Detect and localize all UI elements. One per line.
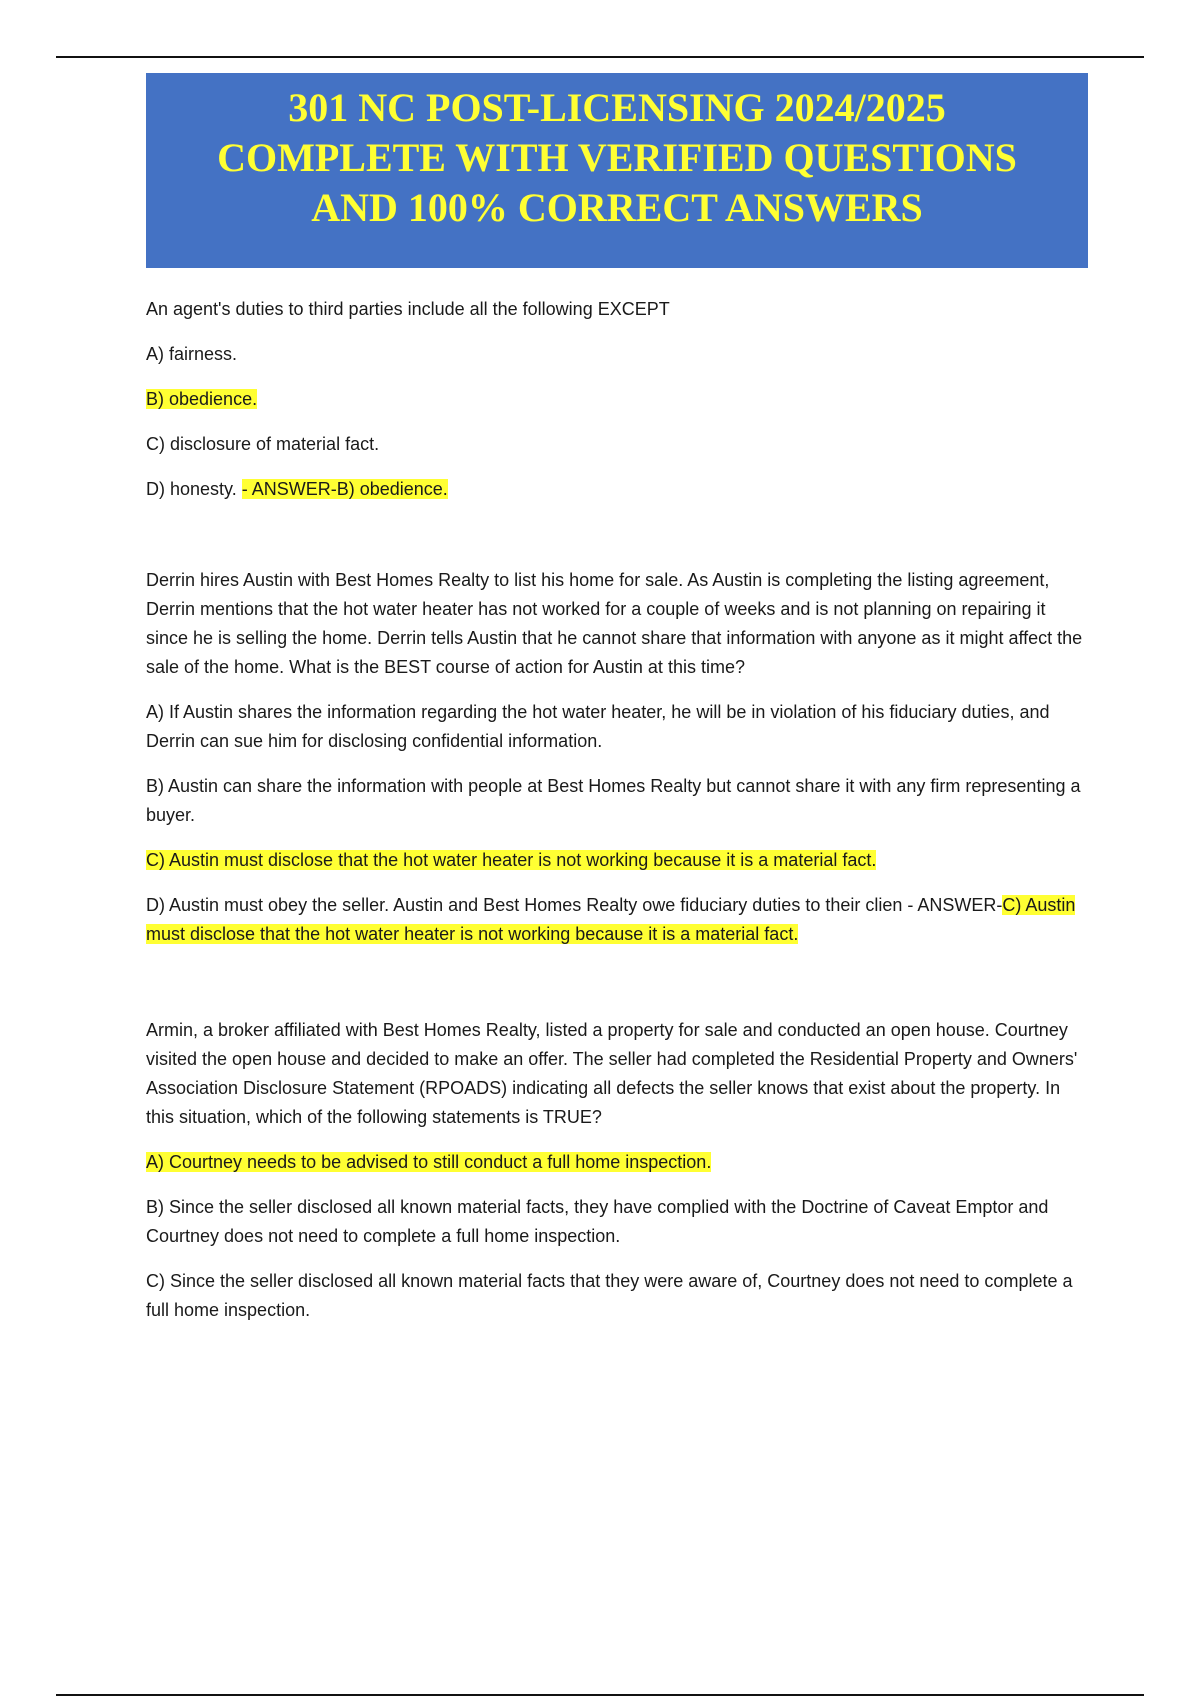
spacer xyxy=(146,965,1086,1016)
title-banner xyxy=(146,73,1088,268)
option-d xyxy=(146,891,1086,949)
highlighted-correct-option: A) Courtney needs to be advised to still conduct a full home inspection. xyxy=(146,1152,712,1172)
bottom-rule xyxy=(56,1694,1144,1696)
answer-text: - ANSWER-B) obedience. xyxy=(241,479,448,499)
option-b: B) Austin can share the information with people at Best Homes Realty but cannot share it with any firm representing a buyer. xyxy=(146,776,1081,825)
banner-title-line-2: COMPLETE WITH VERIFIED QUESTIONS xyxy=(217,135,1017,180)
option-d-text: D) honesty. xyxy=(146,479,242,499)
banner-title-line-3: AND 100% CORRECT ANSWERS xyxy=(311,185,923,230)
option-b xyxy=(146,385,1086,414)
option-a: A) If Austin shares the information regarding the hot water heater, he will be in violation of his fiduciary duties, and Derrin can sue him for disclosing confidential information. xyxy=(146,702,1050,751)
question-block-3 xyxy=(146,1016,1086,1325)
option-b: B) Since the seller disclosed all known material facts, they have complied with the Doctrine of Caveat Emptor and Courtney does not need to complete a full home inspection. xyxy=(146,1197,1049,1246)
option-c: C) disclosure of material fact. xyxy=(146,434,380,454)
answer-text: C) Austin must disclose that the hot water heater is not working because it is a material fact. xyxy=(146,895,1076,944)
highlighted-correct-option: B) obedience. xyxy=(146,389,258,409)
question-block-2 xyxy=(146,566,1086,949)
question-block-1 xyxy=(146,295,1086,504)
question-text: Armin, a broker affiliated with Best Homes Realty, listed a property for sale and conducted an open house. Courtney visited the open house and decided to make an offer. The seller had completed the Residential Property and Owners' Association Disclosure Statement (RPOADS) indicating all defects the seller knows that exist about the property. In this situation, which of the following statements is TRUE? xyxy=(146,1020,1078,1127)
option-c: C) Since the seller disclosed all known material facts that they were aware of, Courtney does not need to complete a full home inspection. xyxy=(146,1271,1073,1320)
highlighted-correct-option: C) Austin must disclose that the hot water heater is not working because it is a material fact. xyxy=(146,850,877,870)
option-d-text: D) Austin must obey the seller. Austin and Best Homes Realty owe fiduciary duties to their clien - ANSWER- xyxy=(146,895,1003,915)
question-text: An agent's duties to third parties include all the following EXCEPT xyxy=(146,299,670,319)
option-d xyxy=(146,475,1086,504)
top-rule xyxy=(56,56,1144,58)
document-body xyxy=(146,295,1086,1341)
option-c xyxy=(146,846,1086,875)
option-a: A) fairness. xyxy=(146,344,238,364)
option-a xyxy=(146,1148,1086,1177)
spacer xyxy=(146,520,1086,566)
question-text: Derrin hires Austin with Best Homes Realty to list his home for sale. As Austin is completing the listing agreement, Derrin mentions that the hot water heater has not worked for a couple of weeks and is not planning on repairing it since he is selling the home. Derrin tells Austin that he cannot share that information with anyone as it might affect the sale of the home. What is the BEST course of action for Austin at this time? xyxy=(146,570,1083,677)
banner-title-line-1: 301 NC POST-LICENSING 2024/2025 xyxy=(288,85,946,130)
